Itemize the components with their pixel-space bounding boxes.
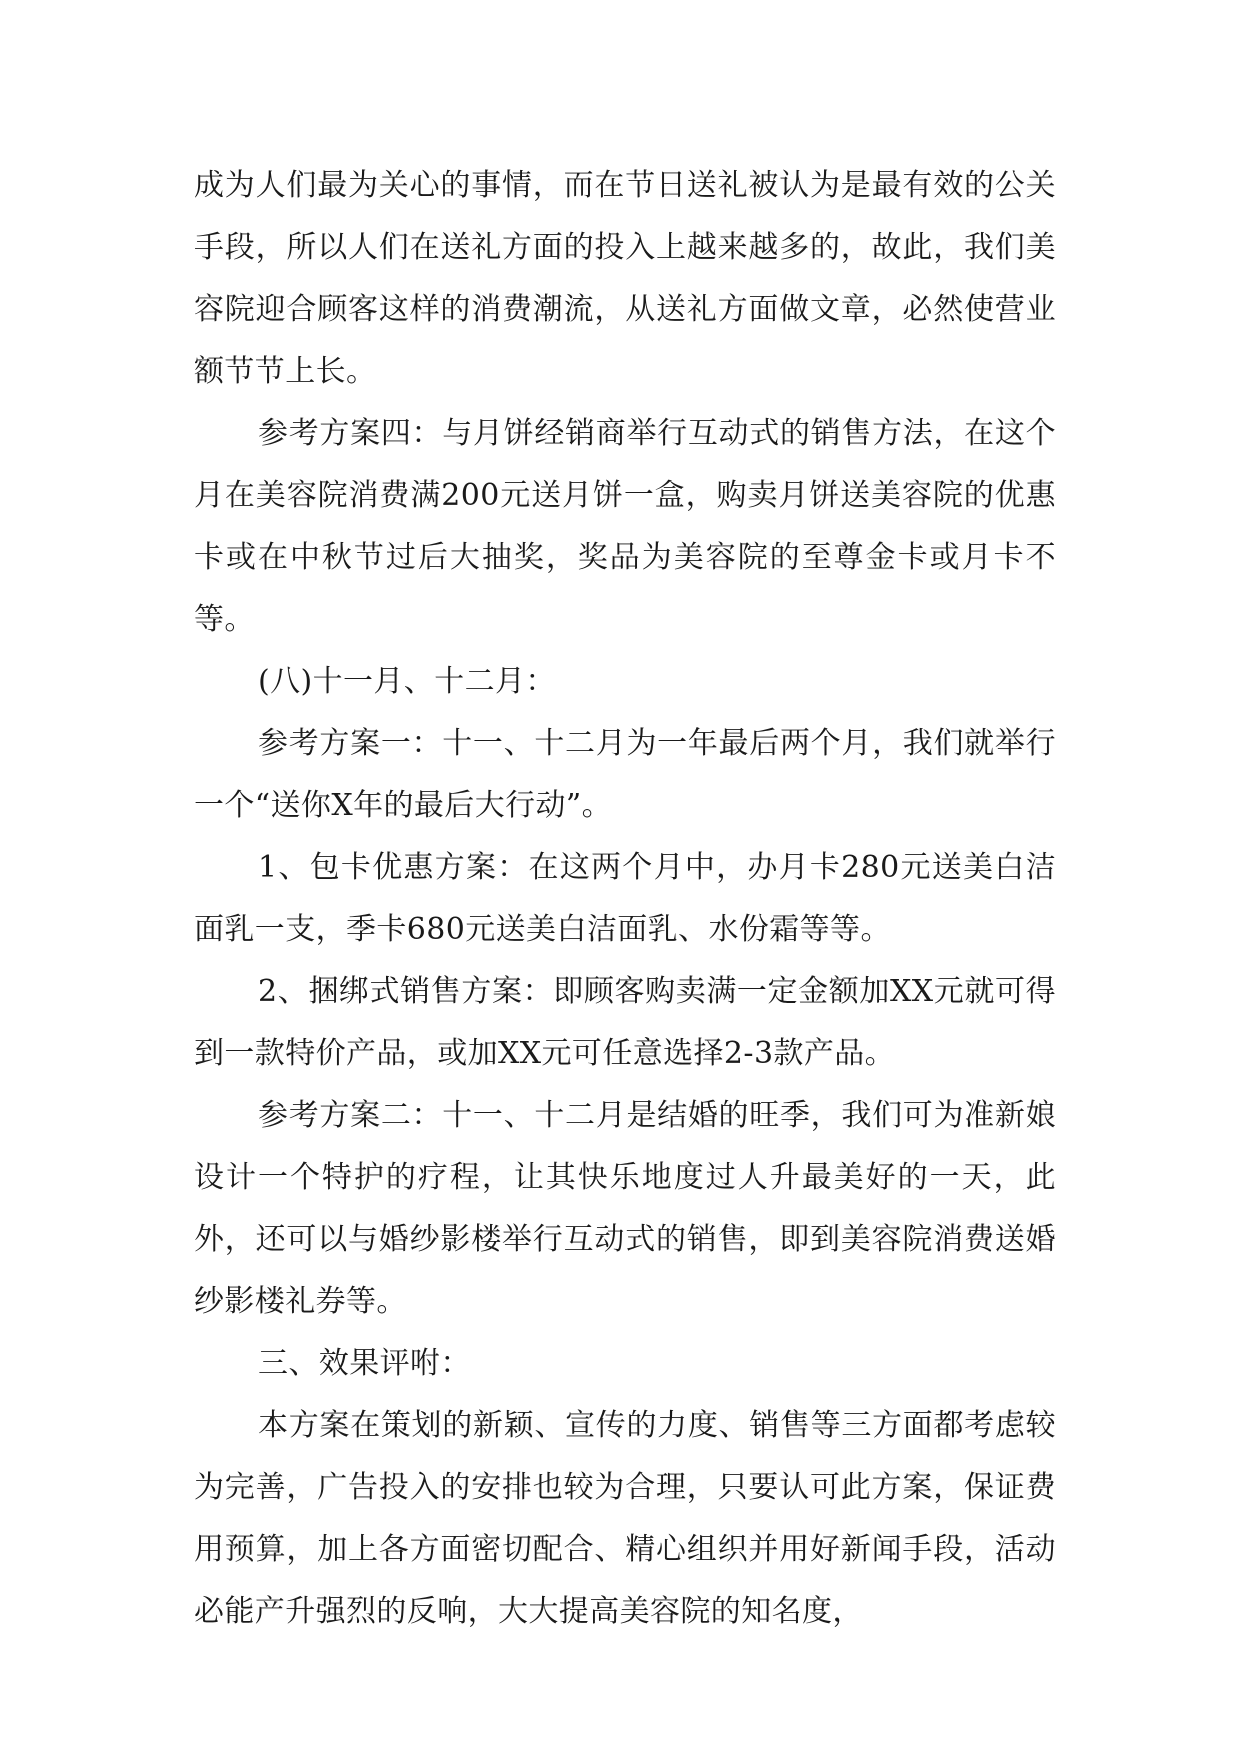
paragraph-plan-two: 参考方案二：十一、十二月是结婚的旺季，我们可为准新娘设计一个特护的疗程，让其快乐地度过人升最美好的一天，此外，还可以与婚纱影楼举行互动式的销售，即到美容院消费送婚纱影楼礼券等。 [194, 1098, 1056, 1319]
paragraph-continuation: 成为人们最为关心的事情，而在节日送礼被认为是最有效的公关手段，所以人们在送礼方面的投入上越来越多的，故此，我们美容院迎合顾客这样的消费潮流，从送礼方面做文章，必然使营业额节节上长。 [194, 168, 1056, 389]
paragraph-plan-one: 参考方案一：十一、十二月为一年最后两个月，我们就举行一个“送你X年的最后大行动”。 [194, 726, 1056, 823]
paragraph-evaluation: 本方案在策划的新颖、宣传的力度、销售等三方面都考虑较为完善，广告投入的安排也较为合理，只要认可此方案，保证费用预算，加上各方面密切配合、精心组织并用好新闻手段，活动必能产升强烈的反响，大大提高美容院的知名度， [194, 1408, 1056, 1629]
section-heading-evaluation: 三、效果评咐： [258, 1346, 471, 1381]
section-heading-nov-dec: (八)十一月、十二月： [258, 664, 556, 699]
list-item-bundle-sales: 2、捆绑式销售方案：即顾客购卖满一定金额加XX元就可得到一款特价产品，或加XX元可任意选择2-3款产品。 [194, 974, 1056, 1071]
paragraph-plan-four: 参考方案四：与月饼经销商举行互动式的销售方法，在这个月在美容院消费满200元送月饼一盒，购卖月饼送美容院的优惠卡或在中秋节过后大抽奖，奖品为美容院的至尊金卡或月卡不等。 [194, 416, 1056, 637]
list-item-card-discount: 1、包卡优惠方案：在这两个月中，办月卡280元送美白洁面乳一支，季卡680元送美白洁面乳、水份霜等等。 [194, 850, 1056, 947]
document-body [194, 155, 1056, 1643]
